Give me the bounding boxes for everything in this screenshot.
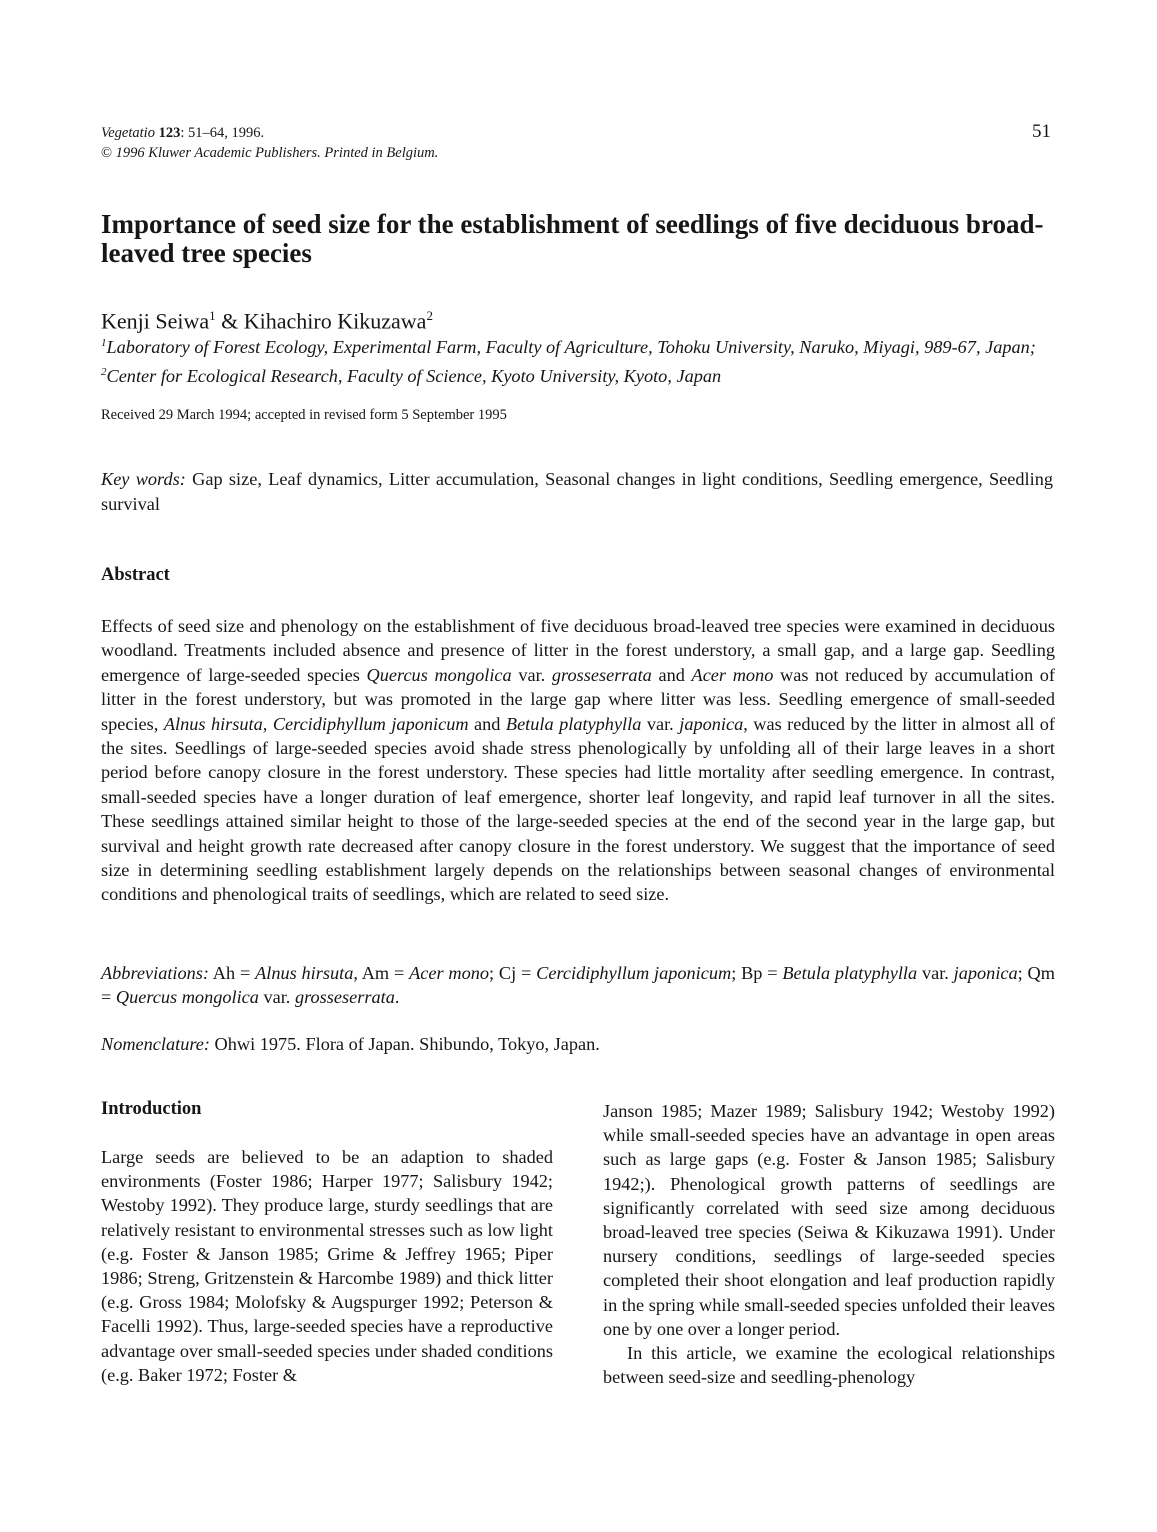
author-2: Kihachiro Kikuzawa [243,308,427,334]
abstract-text-7: , was reduced by the litter in almost all of the sites. Seedlings of large-seeded species avoid shade stress phenologically by unfolding all of their large leaves in a short period before canopy closure in the forest understory. These species had little mortality after seedling emergence. In contrast, small-seeded species have a longer duration of leaf emergence, shorter leaf longevity, and rapid leaf turnover in all the sites. These seedlings attained similar height to those of the large-seeded species at the end of the second year in the large gap, but survival and height growth rate decreased after canopy closure in the forest understory. We suggest that the importance of seed size in determining seedling establishment largely depends on the relationships between seasonal changes of environmental conditions and phenological traits of seedlings, which are related to seed size. [101,713,1055,905]
keywords [101,467,1053,516]
affil-1: Laboratory of Forest Ecology, Experimental Farm, Faculty of Agriculture, Tohoku University, Naruko, Miyagi, 989-67, Japan; [106,337,1036,358]
species-name: Betula platyphylla [505,713,642,734]
paragraph: Janson 1985; Mazer 1989; Salisbury 1942; Westoby 1992) while small-seeded species have an advantage in open areas such as large gaps (e.g. Foster & Janson 1985; Salisbury 1942;). Phenological growth patterns of seedlings are significantly correlated with seed size among deciduous broad-leaved tree species (Seiwa & Kikuzawa 1991). Under nursery conditions, seedlings of large-seeded species completed their shoot elongation and leaf production rapidly in the spring while small-seeded species unfolded their leaves one by one over a longer period. [603,1101,1055,1339]
species-name: Alnus hirsuta [255,963,354,983]
author-separator: & [215,308,244,334]
keywords-label: Key words: [101,469,186,489]
author-1: Kenji Seiwa [101,308,210,334]
species-name: grosseserrata [294,987,395,1008]
affiliations [101,331,1051,389]
journal-name: Vegetatio [101,125,155,141]
received-dates: Received 29 March 1994; accepted in revised form 5 September 1995 [101,407,507,423]
copyright-text: 1996 Kluwer Academic Publishers. Printed in Belgium. [112,145,439,161]
abbrev-text: . [394,987,400,1008]
author-2-affil-mark: 2 [426,308,433,323]
abbrev-text: ; Cj = [489,963,537,983]
copyright-symbol: © [101,145,113,161]
species-name: Acer mono [409,963,490,983]
species-name: japonica [679,713,744,734]
abstract-body [101,614,1055,907]
abbreviations [101,961,1055,1010]
species-name: Betula platyphylla [782,963,918,983]
affil-1-mark: 1 [101,337,107,349]
page-number: 51 [1032,121,1051,142]
abstract-text-2: var. [511,664,552,685]
journal-header [101,123,438,163]
keywords-text: Gap size, Leaf dynamics, Litter accumulation, Seasonal changes in light conditions, Seedling emergence, Seedling survival [101,469,1053,514]
species-name: Quercus mongolica [366,664,512,685]
introduction-heading: Introduction [101,1099,202,1119]
paragraph: Large seeds are believed to be an adaption to shaded environments (Foster 1986; Harper 1977; Salisbury 1942; Westoby 1992). They produce large, sturdy seedlings that are relatively resistant to environmental stresses such as low light (e.g. Foster & Janson 1985; Grime & Jeffrey 1965; Piper 1986; Streng, Gritzenstein & Harcombe 1989) and thick litter (e.g. Gross 1984; Molofsky & Augspurger 1992; Peterson & Facelli 1992). Thus, large-seeded species have a reproductive advantage over small-seeded species under shaded conditions (e.g. Baker 1972; Foster & [101,1147,553,1385]
abbrev-text: var. [258,987,295,1008]
author-line [101,303,433,334]
species-name: japonica [953,963,1018,983]
nomenclature-label: Nomenclature: [101,1034,210,1054]
abstract-heading: Abstract [101,565,170,585]
paragraph: In this article, we examine the ecological relationships between seed-size and seedling-phenology [603,1343,1055,1388]
introduction-column-1 [101,1145,553,1387]
species-name: Acer mono [691,664,774,685]
species-name: Alnus hirsuta, Cercidiphyllum japonicum [163,713,469,734]
abbrev-text: var. [917,963,954,983]
abstract-text-5: and [468,713,506,734]
introduction-column-2 [603,1099,1055,1389]
species-name: grosseserrata [551,664,652,685]
abbrev-text: ; Qm = [101,963,1055,1008]
nomenclature-text: Ohwi 1975. Flora of Japan. Shibundo, Tokyo, Japan. [209,1034,600,1054]
species-name: Quercus mongolica [115,987,259,1008]
abstract-text-3: and [651,664,692,685]
abstract-text-1: Effects of seed size and phenology on the establishment of five deciduous broad-leaved tree species were examined in deciduous woodland. Treatments included absence and presence of litter in the forest understory, a small gap, and a large gap. Seedling emergence of large-seeded species [101,616,1055,685]
abbrev-text: ; Bp = [731,963,783,983]
copyright-line [101,143,438,163]
journal-volume: 123 [158,125,181,141]
nomenclature [101,1034,600,1055]
species-name: Cercidiphyllum japonicum [536,963,732,983]
affil-2: Center for Ecological Research, Faculty of Science, Kyoto University, Kyoto, Japan [106,366,722,387]
journal-pages-year: : 51–64, 1996. [180,125,265,141]
abbreviations-label: Abbreviations: [101,963,209,983]
paper-title: Importance of seed size for the establishment of seedlings of five deciduous broad-leaved tree species [101,209,1044,268]
affil-2-mark: 2 [101,366,107,379]
abstract-text-6: var. [641,713,680,734]
citation-line [101,123,438,143]
abbrev-text: Ah = [208,963,256,983]
abstract-text-4: was not reduced by accumulation of litter in the forest understory, but was promoted in the large gap where litter was less. Seedling emergence of small-seeded species, [101,664,1055,734]
author-1-affil-mark: 1 [209,308,216,323]
abbrev-text: , Am = [353,963,410,983]
